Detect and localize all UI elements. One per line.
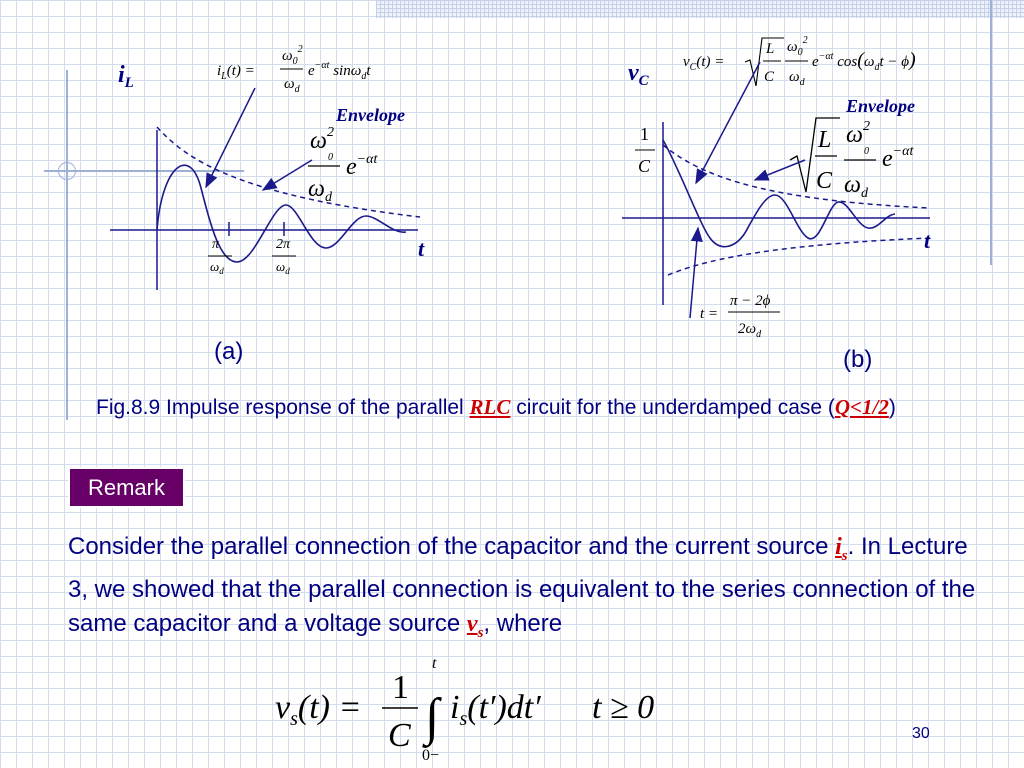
svg-text:0: 0 [328, 152, 333, 163]
svg-text:∫: ∫ [425, 689, 440, 746]
symbol-vs: $v_s$ [466, 610, 484, 641]
x-label-b: t [924, 228, 931, 253]
svg-text:ω2: $\omega^2$ [310, 125, 334, 154]
svg-text:e−αt: $e^{-\alpha t}$ [346, 152, 378, 180]
svg-text:2ωd: $2\omega_d$ [738, 321, 762, 340]
x-tick-label-a-2 [272, 237, 296, 276]
svg-text:ω02: $\omega_0^2$ [787, 35, 808, 58]
formula-vc [683, 35, 916, 88]
body-line1: Consider the parallel connection of the capacitor and the current source [68, 533, 836, 560]
svg-text:t =: t = [700, 306, 719, 322]
svg-text:vs(t) =: $v_s(t)$ = [275, 689, 362, 730]
svg-text:2π: 2π [276, 237, 291, 252]
svg-text:0: 0 [864, 146, 869, 157]
svg-text:t: t [432, 655, 437, 672]
caption-suffix: ) [888, 396, 896, 419]
panel-label-b: (b) [843, 346, 873, 373]
y-tick-label-b [635, 124, 655, 176]
body-line2: . In Lecture 3, we showed that the parallel connection is equivalent to the series connection of the same capacitor and a voltage source [68, 533, 976, 637]
formula-envelope-a [308, 125, 378, 205]
figure-caption [96, 392, 996, 423]
svg-text:C: C [638, 156, 651, 176]
envelope-a [157, 127, 420, 217]
arrow-b-formula [696, 62, 760, 183]
svg-text:L: L [766, 41, 775, 57]
svg-text:ωd: $\omega_d$ [789, 69, 805, 88]
svg-text:C: C [816, 168, 833, 194]
page-number: 30 [912, 725, 930, 742]
svg-text:C: C [764, 69, 775, 85]
svg-text:ω02: $\omega_0^2$ [282, 44, 303, 67]
svg-text:ω2: $\omega^2$ [846, 119, 870, 148]
formula-il [217, 44, 371, 95]
figure-b [622, 35, 931, 340]
caption-rlc: RLC [469, 395, 511, 419]
svg-text:e−αt cos(ωdt − ϕ): $e^{-\alpha t}$ $\cos(\omega_dt - \phi)$ [812, 49, 916, 73]
svg-text:1: 1 [640, 124, 649, 144]
svg-text:ωd: $\omega_d$ [308, 176, 332, 205]
svg-text:iL(t) =: $i_L(t)$ = [217, 63, 255, 82]
envelope-label-b: Envelope [846, 96, 915, 116]
svg-text:π: π [212, 237, 220, 252]
caption-prefix: Fig.8.9 Impulse response of the parallel [96, 396, 470, 419]
x-tick-label-a-1 [208, 237, 232, 276]
equation-vs [275, 655, 654, 764]
caption-q-condition: Q<1/2 [834, 395, 889, 419]
body-paragraph [68, 530, 988, 650]
y-label-b: $v_C$ [628, 60, 649, 89]
svg-text:vC(t) =: $v_C(t)$ = [683, 54, 725, 73]
y-label-a: $i_L$ [118, 62, 134, 91]
arrow-b-zero-crossing [690, 228, 698, 318]
body-line3: , where [483, 609, 563, 637]
formula-envelope-b [790, 118, 914, 201]
panel-label-a: (a) [214, 338, 244, 365]
svg-text:ωd: $\omega_d$ [210, 259, 224, 276]
svg-text:L: L [818, 127, 832, 153]
figure-a [110, 44, 425, 290]
formula-t-phi [700, 293, 780, 340]
symbol-is: $i_s$ [835, 534, 848, 564]
svg-text:t ≥ 0: t ≥ 0 [592, 689, 655, 726]
arrow-a-envelope [263, 160, 312, 190]
x-label-a: t [418, 236, 425, 261]
svg-text:ωd: $\omega_d$ [844, 172, 868, 201]
envelope-label-a: Envelope [336, 105, 405, 125]
svg-text:ωd: $\omega_d$ [276, 259, 290, 276]
svg-text:π − 2ϕ: π − 2ϕ [730, 293, 771, 309]
svg-text:0−: 0− [422, 747, 440, 764]
svg-text:C: C [388, 717, 411, 754]
remark-label: Remark [68, 467, 185, 508]
arrow-a-formula [206, 88, 255, 187]
caption-middle: circuit for the underdamped case ( [510, 396, 835, 419]
svg-text:ωd: $\omega_d$ [284, 76, 300, 95]
svg-text:e−αt sinωdt: $e^{-\alpha t}$ sinω$_d$t [308, 60, 371, 82]
arrow-b-envelope [755, 160, 805, 180]
svg-text:is(t′)dt′: $i_s(t')dt'$ [450, 689, 541, 730]
svg-text:e−αt: $e^{-\alpha t}$ [882, 144, 914, 172]
envelope-b-lower [668, 238, 930, 275]
svg-text:1: 1 [392, 669, 409, 706]
